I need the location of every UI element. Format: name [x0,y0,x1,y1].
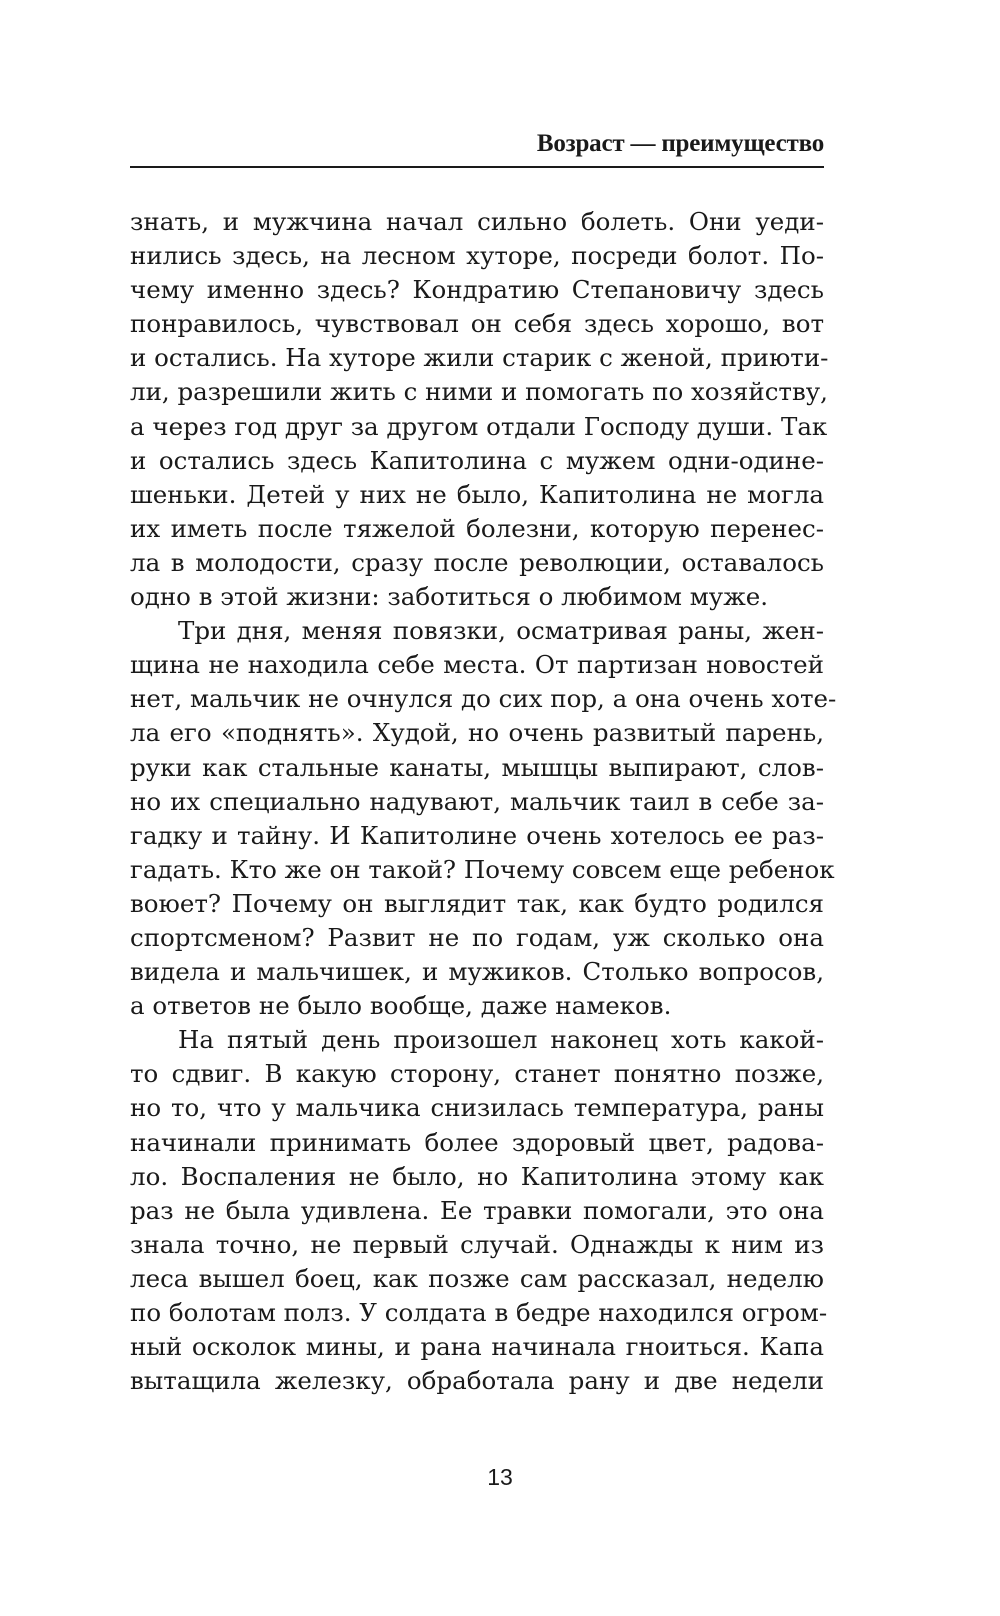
paragraph [130,205,829,614]
body-text [130,205,837,1398]
text-line: знала точно, не первый случай. Однажды к ним из [130,1229,824,1259]
text-line: шеньки. Детей у них не было, Капитолина не могла [130,479,824,509]
text-line: воюет? Почему он выглядит так, как будто родился [130,888,824,918]
text-line: нет, мальчик не очнулся до сих пор, а она очень хоте- [130,684,837,714]
text-line: но то, что у мальчика снизилась температура, раны [130,1093,824,1123]
text-line: ный осколок мины, и рана начинала гноиться. Капа [130,1332,824,1362]
page-number: 13 [487,1464,513,1490]
text-line: ли, разрешили жить с ними и помогать по хозяйству, [130,377,828,407]
text-line: спортсменом? Развит не по годам, уж сколько она [130,922,824,952]
text-line: раз не была удивлена. Ее травки помогали, это она [130,1195,824,1225]
running-head-title: Возраст — преимущество [536,130,824,157]
text-line: то сдвиг. В какую сторону, станет понятно позже, [130,1059,824,1089]
text-line: а ответов не было вообще, даже намеков. [130,991,672,1021]
text-line: и остались. На хуторе жили старик с женой, приюти- [130,343,829,373]
running-head [130,128,824,168]
text-line: одно в этой жизни: заботиться о любимом муже. [130,582,769,612]
text-line: знать, и мужчина начал сильно болеть. Они уеди- [130,207,824,236]
text-line: гадку и тайну. И Капитолине очень хотелось ее раз- [130,820,824,850]
text-line: руки как стальные канаты, мышцы выпирают, слов- [130,752,824,782]
text-line: гадать. Кто же он такой? Почему совсем еще ребенок [130,854,835,884]
text-line: начинали принимать более здоровый цвет, радова- [130,1127,824,1157]
text-line: ло. Воспаления не было, но Капитолина этому как [130,1161,824,1191]
text-line: их иметь после тяжелой болезни, которую перенес- [130,513,824,543]
text-line: ла его «поднять». Худой, но очень развитый парень, [130,718,824,748]
text-line: и остались здесь Капитолина с мужем одни-одине- [130,445,824,475]
text-line: а через год друг за другом отдали Господу души. Так [130,411,828,441]
text-line: щина не находила себе места. От партизан новостей [130,650,824,680]
text-line: вытащила железку, обработала рану и две недели [130,1366,824,1396]
text-line: чему именно здесь? Кондратию Степановичу здесь [130,275,824,305]
text-line: нились здесь, на лесном хуторе, посреди болот. По- [130,241,824,271]
text-line: Три дня, меняя повязки, осматривая раны, жен- [178,616,824,646]
paragraph [130,614,837,1023]
text-line: понравилось, чувствовал он себя здесь хорошо, вот [130,309,824,339]
text-line: ла в молодости, сразу после революции, оставалось [130,547,824,577]
text-line: но их специально надувают, мальчик таил в себе за- [130,786,824,816]
paragraph [130,1023,828,1398]
text-line: по болотам полз. У солдата в бедре находился огром- [130,1298,828,1327]
text-line: На пятый день произошел наконец хоть какой- [178,1025,824,1055]
text-line: леса вышел боец, как позже сам рассказал, неделю [130,1263,824,1293]
text-line: видела и мальчишек, и мужиков. Столько вопросов, [130,957,824,987]
